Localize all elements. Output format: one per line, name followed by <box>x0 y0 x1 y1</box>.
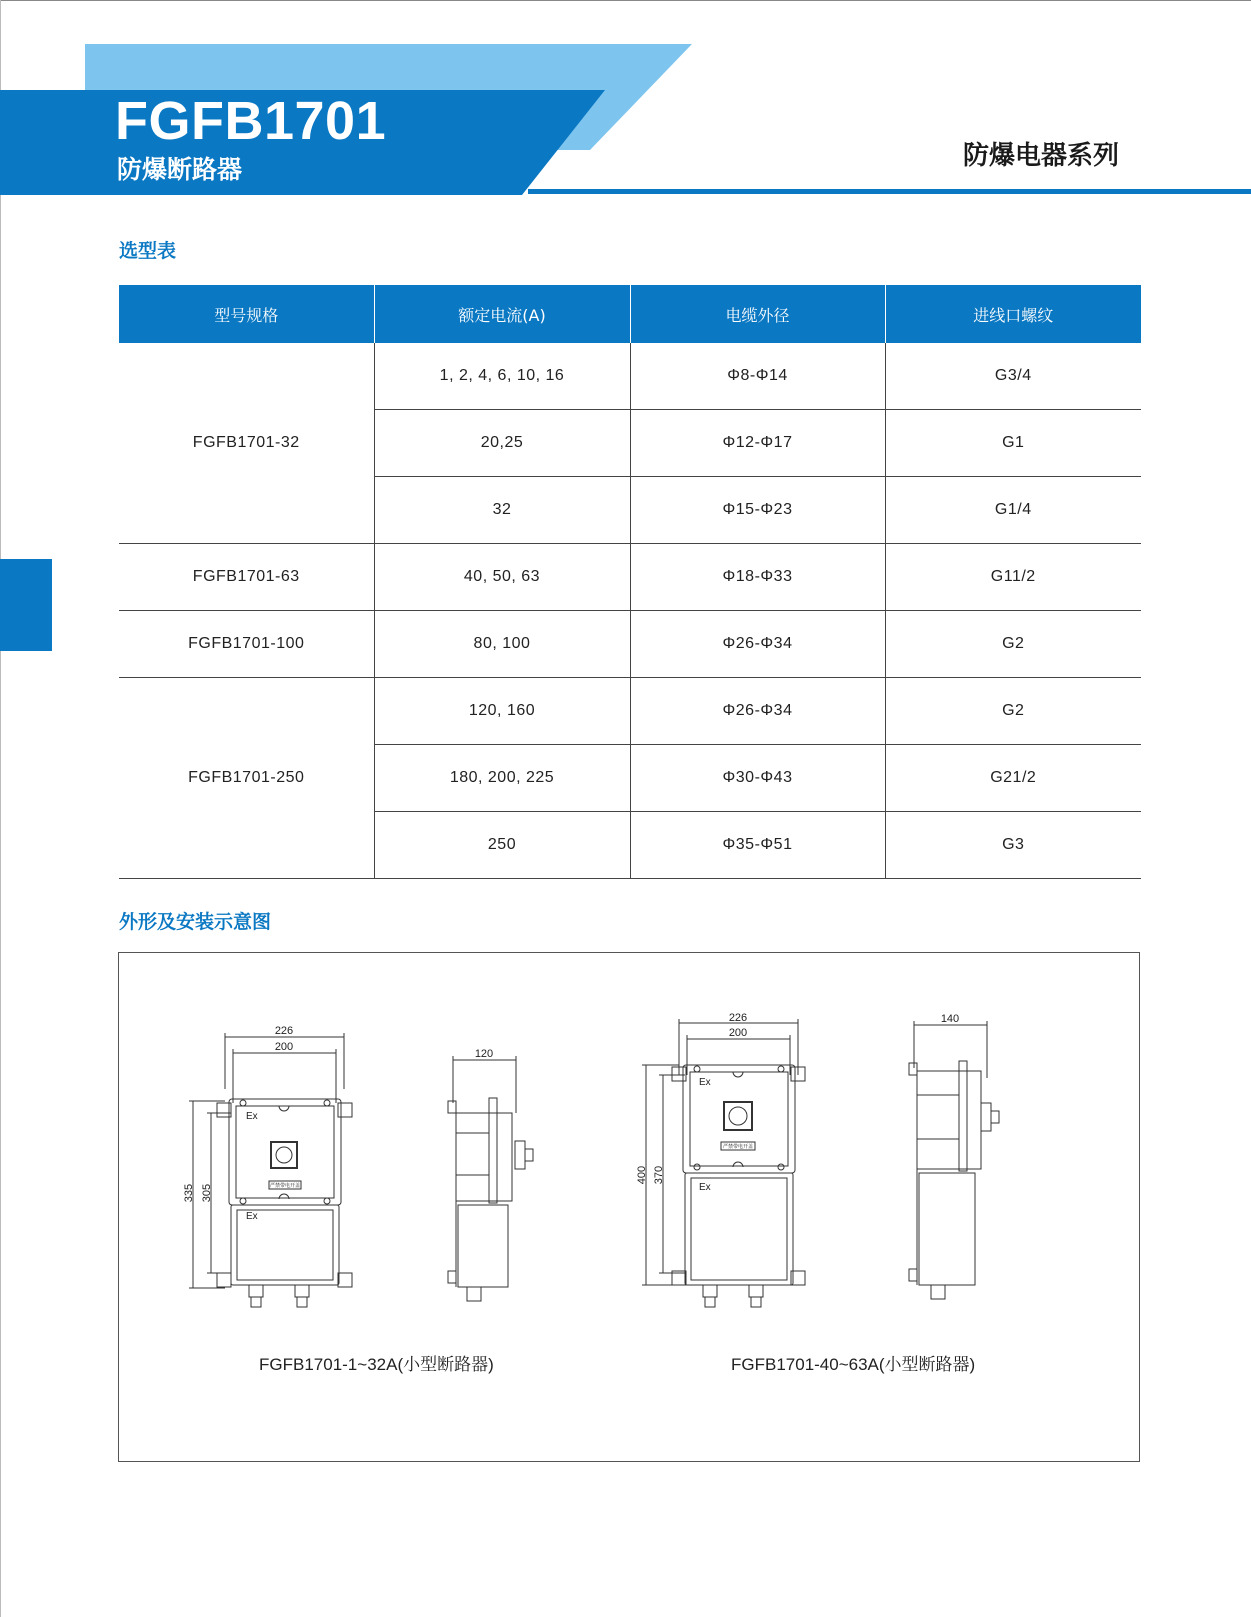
thread-cell: G21/2 <box>885 745 1141 812</box>
product-title: FGFB1701 <box>115 91 387 151</box>
current-cell: 120, 160 <box>374 678 630 745</box>
cable-cell: Φ8-Φ14 <box>630 343 885 410</box>
column-header-model: 型号规格 <box>119 285 374 343</box>
dim-370: 370 <box>653 1165 665 1185</box>
selection-heading: 选型表 <box>119 240 177 262</box>
current-cell: 1, 2, 4, 6, 10, 16 <box>374 343 630 410</box>
dim-200-large: 200 <box>728 1027 748 1039</box>
dim-226: 226 <box>274 1025 294 1037</box>
large-breaker-front-view <box>636 1012 805 1307</box>
current-cell: 250 <box>374 812 630 879</box>
cable-cell: Φ15-Φ23 <box>630 477 885 544</box>
table-row <box>119 544 1141 611</box>
current-cell: 180, 200, 225 <box>374 745 630 812</box>
dimension-drawings <box>119 953 1139 1461</box>
page-left-edge <box>0 0 1 1617</box>
dim-120: 120 <box>474 1048 494 1060</box>
caption-small-breaker: FGFB1701-1~32A(小型断路器) <box>259 1355 494 1374</box>
thread-cell: G1/4 <box>885 477 1141 544</box>
cable-cell: Φ35-Φ51 <box>630 812 885 879</box>
table-row <box>119 611 1141 678</box>
caption-large-breaker: FGFB1701-40~63A(小型断路器) <box>731 1355 976 1374</box>
model-cell: FGFB1701-100 <box>119 611 374 678</box>
current-cell: 40, 50, 63 <box>374 544 630 611</box>
table-row <box>119 343 1141 410</box>
thread-cell: G2 <box>885 611 1141 678</box>
thread-cell: G3/4 <box>885 343 1141 410</box>
table-row <box>119 678 1141 745</box>
ex-mark-bottom-large: Ex <box>699 1182 711 1193</box>
thread-cell: G11/2 <box>885 544 1141 611</box>
thread-cell: G3 <box>885 812 1141 879</box>
warning-plate: 严禁带电开盖 <box>269 1183 301 1189</box>
dim-226-large: 226 <box>728 1012 748 1024</box>
model-cell: FGFB1701-63 <box>119 544 374 611</box>
dim-400: 400 <box>636 1165 648 1185</box>
side-tab-marker <box>0 559 52 651</box>
column-header-current: 额定电流(A) <box>374 285 630 343</box>
cable-cell: Φ26-Φ34 <box>630 611 885 678</box>
column-header-cable: 电缆外径 <box>630 285 885 343</box>
warning-plate-large: 严禁带电开盖 <box>722 1144 754 1150</box>
column-header-thread: 进线口螺纹 <box>885 285 1141 343</box>
dim-200: 200 <box>274 1041 294 1053</box>
drawings-frame <box>118 952 1140 1462</box>
table-header-row <box>119 285 1141 343</box>
cable-cell: Φ18-Φ33 <box>630 544 885 611</box>
cable-cell: Φ26-Φ34 <box>630 678 885 745</box>
drawings-heading: 外形及安装示意图 <box>119 911 272 933</box>
small-breaker-side-view <box>448 1048 533 1301</box>
selection-table <box>119 285 1141 879</box>
thread-cell: G2 <box>885 678 1141 745</box>
dim-305: 305 <box>201 1183 213 1203</box>
ex-mark-top-large: Ex <box>699 1077 711 1088</box>
cable-cell: Φ30-Φ43 <box>630 745 885 812</box>
ex-mark-top: Ex <box>246 1111 258 1122</box>
small-breaker-front-view <box>183 1025 352 1307</box>
current-cell: 20,25 <box>374 410 630 477</box>
dim-335: 335 <box>183 1183 195 1203</box>
ex-mark-bottom: Ex <box>246 1211 258 1222</box>
model-cell: FGFB1701-250 <box>119 678 374 879</box>
large-breaker-side-view <box>909 1013 999 1299</box>
cable-cell: Φ12-Φ17 <box>630 410 885 477</box>
dim-140: 140 <box>940 1013 960 1025</box>
current-cell: 80, 100 <box>374 611 630 678</box>
product-subtitle: 防爆断路器 <box>117 155 243 184</box>
series-title: 防爆电器系列 <box>963 141 1120 171</box>
model-cell: FGFB1701-32 <box>119 343 374 544</box>
current-cell: 32 <box>374 477 630 544</box>
thread-cell: G1 <box>885 410 1141 477</box>
